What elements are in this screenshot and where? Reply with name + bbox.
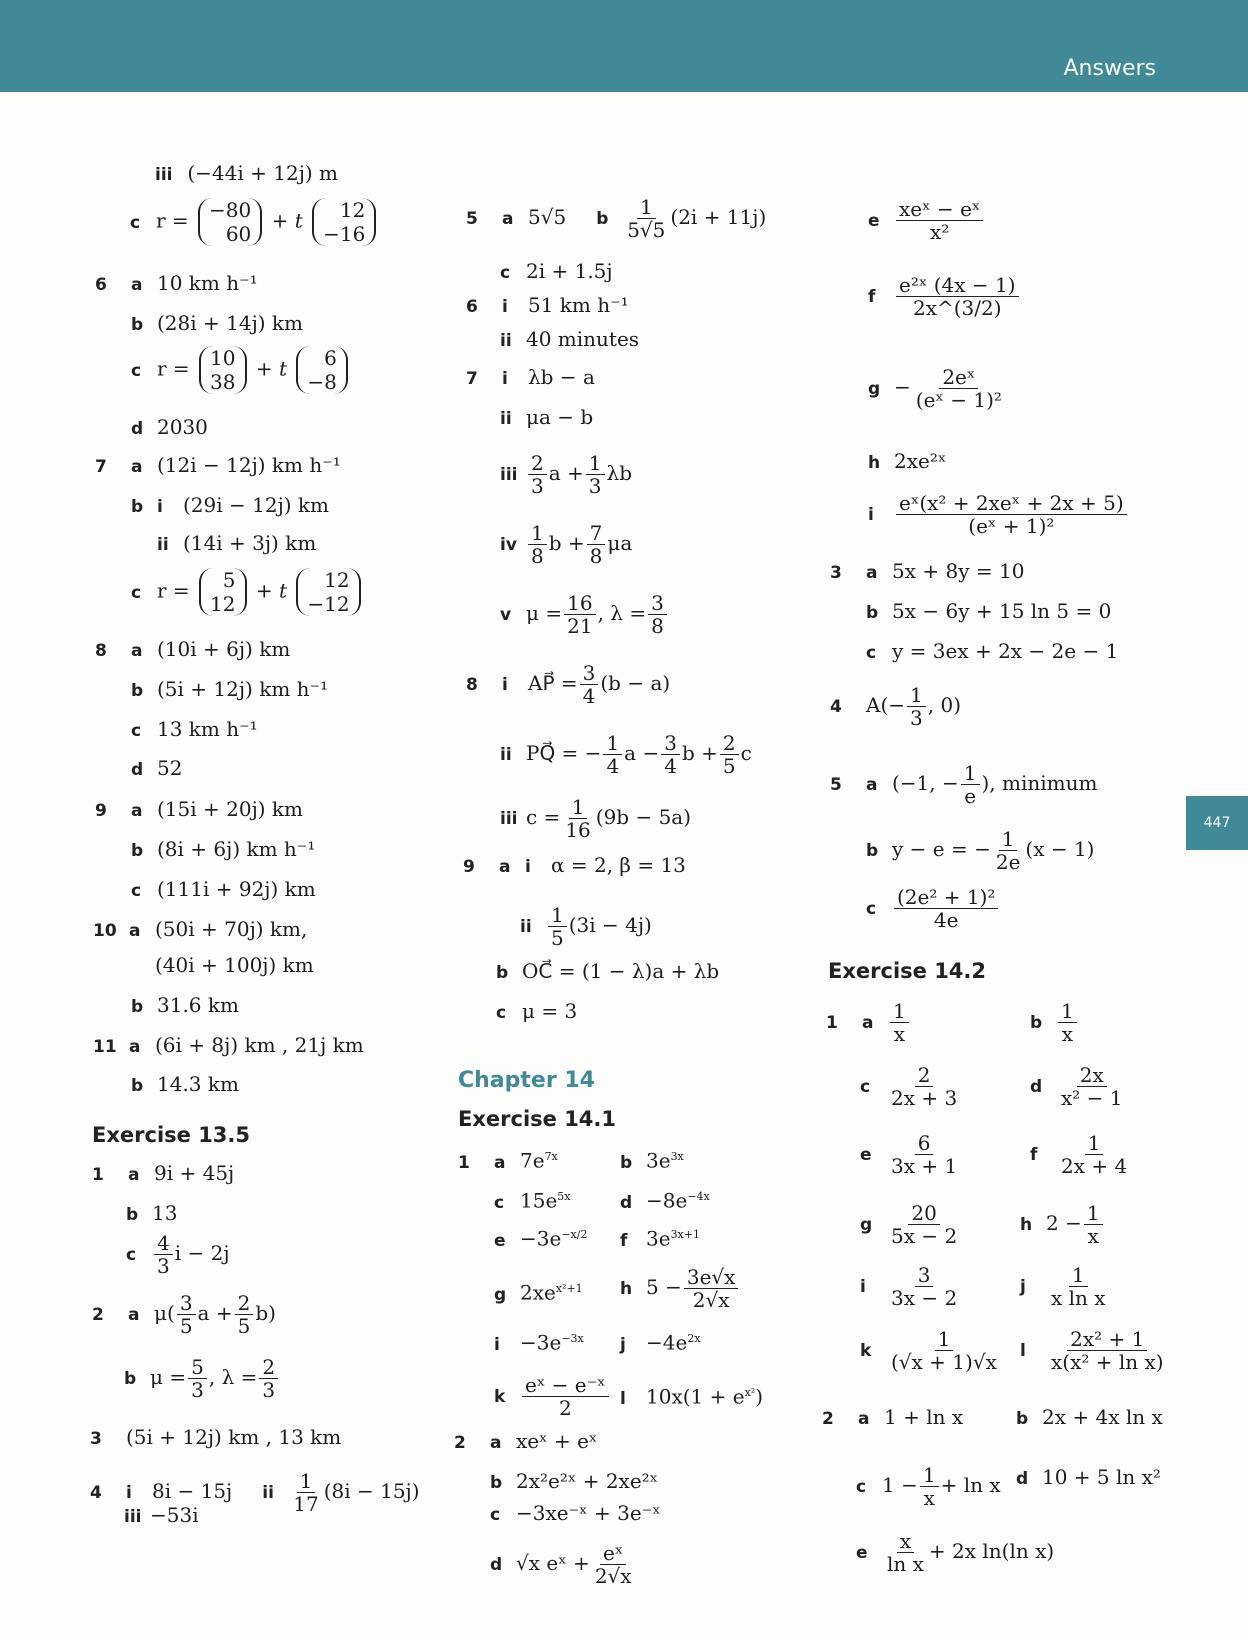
answer-line: h 2xe²ˣ [868, 449, 947, 473]
exercise-heading: Exercise 14.2 [828, 959, 987, 983]
answer-line: $i -3e^{-3x}$ [494, 1330, 584, 1355]
answer-line: $e -3e^{-x/2}$ [494, 1226, 588, 1251]
answer-line: c −3xe⁻ˣ + 3e⁻ˣ [490, 1501, 661, 1525]
answer-line: b (28i + 14j) km [131, 311, 304, 335]
answer-line: c $\frac{2}{2x + 3}$ [860, 1063, 958, 1110]
answer-line: b 2x + 4x ln x [1016, 1405, 1163, 1429]
exercise-heading: Exercise 14.1 [458, 1107, 617, 1131]
answer-line: b μ = $\frac{5}{3}$ , λ = $\frac{2}{3}$ [124, 1356, 280, 1401]
answer-line: f $\frac{1}{2x + 4}$ [1030, 1131, 1128, 1178]
answer-line: 8 i AP⃗ = $\frac{3}{4}$ (b − a) [466, 661, 671, 708]
answer-line: 5 a 5√5 b $\frac{1}{5√5}$ (2i + 11j) [466, 195, 767, 242]
answer-line: b 2x²e²ˣ + 2xe²ˣ [490, 1469, 659, 1493]
answer-line: iii $\frac{2}{3}$ a + $\frac{1}{3}$ λb [500, 451, 632, 498]
answer-line: 9 a (15i + 20j) km [95, 797, 304, 821]
answer-line: d 2030 [131, 415, 208, 439]
answer-line: c μ = 3 [496, 999, 578, 1023]
answer-line: i $\frac{3}{3x - 2}$ [860, 1263, 958, 1310]
answer-line: h 5 − $\frac{3e√x}{2√x}$ [620, 1266, 740, 1311]
answer-line: $j -4e^{2x}$ [620, 1330, 701, 1355]
answer-line: b $3e^{3x}$ [620, 1148, 684, 1173]
answer-line: 6 a 10 km h⁻¹ [95, 271, 258, 295]
answer-line: k $\frac{\text{eˣ − e⁻ˣ}}{2}$ [494, 1374, 611, 1419]
answer-line: c $15e^{5x}$ [494, 1188, 571, 1213]
answer-line: 4 A(− $\frac{1}{3}$ , 0) [830, 683, 961, 730]
answer-line: iii c = $\frac{1}{16}$ (9b − 5a) [500, 795, 692, 842]
answer-line: 7 i λb − a [466, 365, 595, 389]
answer-line: 6 i 51 km h⁻¹ [466, 293, 629, 317]
column-vector: 12 −16 [312, 198, 376, 246]
answer-line: ii 40 minutes [500, 327, 640, 351]
chapter-heading: Chapter 14 [458, 1068, 595, 1093]
answer-line: d 10 + 5 ln x² [1016, 1465, 1161, 1489]
answer-line: b 13 [126, 1201, 178, 1225]
answer-line: c 1 − $\frac{1}{x}$ + ln x [856, 1463, 1001, 1510]
exercise-heading: Exercise 13.5 [92, 1123, 251, 1147]
answer-line: v μ = $\frac{16}{21}$ , λ = $\frac{3}{8}$ [500, 592, 669, 637]
answer-line: c r = 10 38 + t 6 −8 [131, 346, 351, 394]
answer-line: 5 a (−1, − $\frac{1}{e}$ ), minimum [830, 761, 1098, 808]
answer-line: b y − e = − $\frac{1}{2e}$ (x − 1) [866, 827, 1095, 874]
answer-line: f $\frac{\text{e²ˣ (4x − 1)}}{2x\^{}(3/2)}$ [868, 274, 1021, 319]
answer-line: ii (14i + 3j) km [157, 531, 317, 555]
answer-line: i $\frac{\text{eˣ(x² + 2xeˣ + 2x + 5)}}{\text{(eˣ + 1)²}}$ [868, 492, 1129, 537]
answer-line: e $\frac{x}{\text{ln x}}$ + 2x ln(ln x) [856, 1529, 1055, 1576]
answer-line: b i (29i − 12j) km [131, 493, 330, 517]
answer-line: k $\frac{1}{(√x + 1)√x}$ [860, 1327, 997, 1374]
answer-line: 1 a $\frac{1}{x}$ [826, 1000, 911, 1045]
header-banner [0, 0, 1248, 92]
answer-line: c $\frac{4}{3}$ i − 2j [126, 1231, 230, 1278]
answer-line: b OC⃗ = (1 − λ)a + λb [496, 959, 720, 983]
answer-line: iv $\frac{1}{8}$ b + $\frac{7}{8}$ μa [500, 521, 633, 568]
answer-line: e $\frac{6}{3x + 1}$ [860, 1131, 958, 1178]
answer-line: g $2xe^{x^2+1}$ [494, 1280, 583, 1305]
answer-line: iii −53i [124, 1503, 199, 1527]
column-vector: 6 −8 [296, 346, 347, 394]
column-vector: 10 38 [199, 346, 246, 394]
answer-line: j $\frac{1}{\text{x ln x}}$ [1020, 1263, 1106, 1310]
answer-line: ii PQ⃗ = − $\frac{1}{4}$ a − $\frac{3}{4}$ b + $\frac{2}{5}$ c [500, 731, 752, 778]
answer-line: d $\frac{2x}{\text{x² − 1}}$ [1030, 1063, 1123, 1110]
answer-line: c (111i + 92j) km [131, 877, 316, 901]
answer-line: 3 (5i + 12j) km , 13 km [90, 1425, 342, 1449]
answer-line: 7 a (12i − 12j) km h⁻¹ [95, 453, 341, 477]
answer-line: b 31.6 km [131, 993, 239, 1017]
answer-line: g − $\frac{\text{2eˣ}}{\text{(eˣ − 1)²}}$ [868, 365, 1002, 412]
answer-line: 2 a 1 + ln x [822, 1405, 964, 1429]
answer-line: d √x eˣ + $\frac{\text{eˣ}}{2√x}$ [490, 1541, 632, 1588]
answer-line: b 5x − 6y + 15 ln 5 = 0 [866, 599, 1112, 623]
answer-line: l $\frac{\text{2x² + 1}}{\text{x(x² + ln x)}}$ [1020, 1327, 1164, 1374]
answer-line: b (8i + 6j) km h⁻¹ [131, 837, 316, 861]
answer-line: 2 a μ( $\frac{3}{5}$ a + $\frac{2}{5}$ b) [92, 1291, 276, 1338]
answer-line: c r = −80 60 + t 12 −16 [130, 198, 379, 246]
column-vector: 12 −12 [296, 568, 360, 616]
answer-line: b $\frac{1}{x}$ [1030, 1000, 1079, 1045]
answer-line: 9 a i α = 2, β = 13 [463, 853, 686, 877]
answer-line: (40i + 100j) km [155, 953, 314, 977]
answer-line: 2 a xeˣ + eˣ [454, 1429, 598, 1453]
answer-line: ii μa − b [500, 405, 594, 429]
answer-line: 8 a (10i + 6j) km [95, 637, 291, 661]
answer-line: $d -8e^{-4x}$ [620, 1188, 710, 1213]
answer-line: c r = 5 12 + t 12 −12 [131, 568, 364, 616]
answer-line: 11 a (6i + 8j) km , 21j km [93, 1033, 364, 1057]
answer-line: c 13 km h⁻¹ [131, 717, 258, 741]
answer-line: c $\frac{\text{(2e² + 1)²}}{4e}$ [866, 886, 1000, 931]
answer-line: 3 a 5x + 8y = 10 [830, 559, 1025, 583]
answer-line: f $3e^{3x+1}$ [620, 1226, 700, 1251]
answer-line: c 2i + 1.5j [500, 259, 613, 283]
answer-line: 10 a (50i + 70j) km, [93, 917, 308, 941]
answer-line: l $10x(1 + e^{x^2})$ [620, 1384, 764, 1409]
answer-line: b (5i + 12j) km h⁻¹ [131, 677, 329, 701]
answer-line: c y = 3ex + 2x − 2e − 1 [866, 639, 1119, 663]
answer-line: d 52 [131, 756, 183, 780]
answer-line: iii (−44i + 12j) m [155, 161, 339, 185]
column-vector: −80 60 [198, 198, 262, 246]
section-title: Answers [1063, 56, 1156, 81]
answer-line: ii $\frac{1}{5}$ (3i − 4j) [520, 903, 652, 950]
answer-line: 1 a $7e^{7x}$ [458, 1148, 558, 1173]
answer-line: 4 i 8i − 15j ii $\frac{1}{17}$ (8i − 15j) [90, 1469, 420, 1516]
page-number: 447 [1186, 796, 1248, 850]
column-vector: 5 12 [199, 568, 246, 616]
answer-line: g $\frac{20}{5x - 2}$ [860, 1201, 958, 1248]
answer-line: e $\frac{\text{xeˣ − eˣ}}{\text{x²}}$ [868, 198, 985, 243]
answer-line: b 14.3 km [131, 1072, 239, 1096]
answer-line: 1 a 9i + 45j [92, 1161, 235, 1185]
answer-line: h 2 − $\frac{1}{x}$ [1020, 1202, 1105, 1247]
